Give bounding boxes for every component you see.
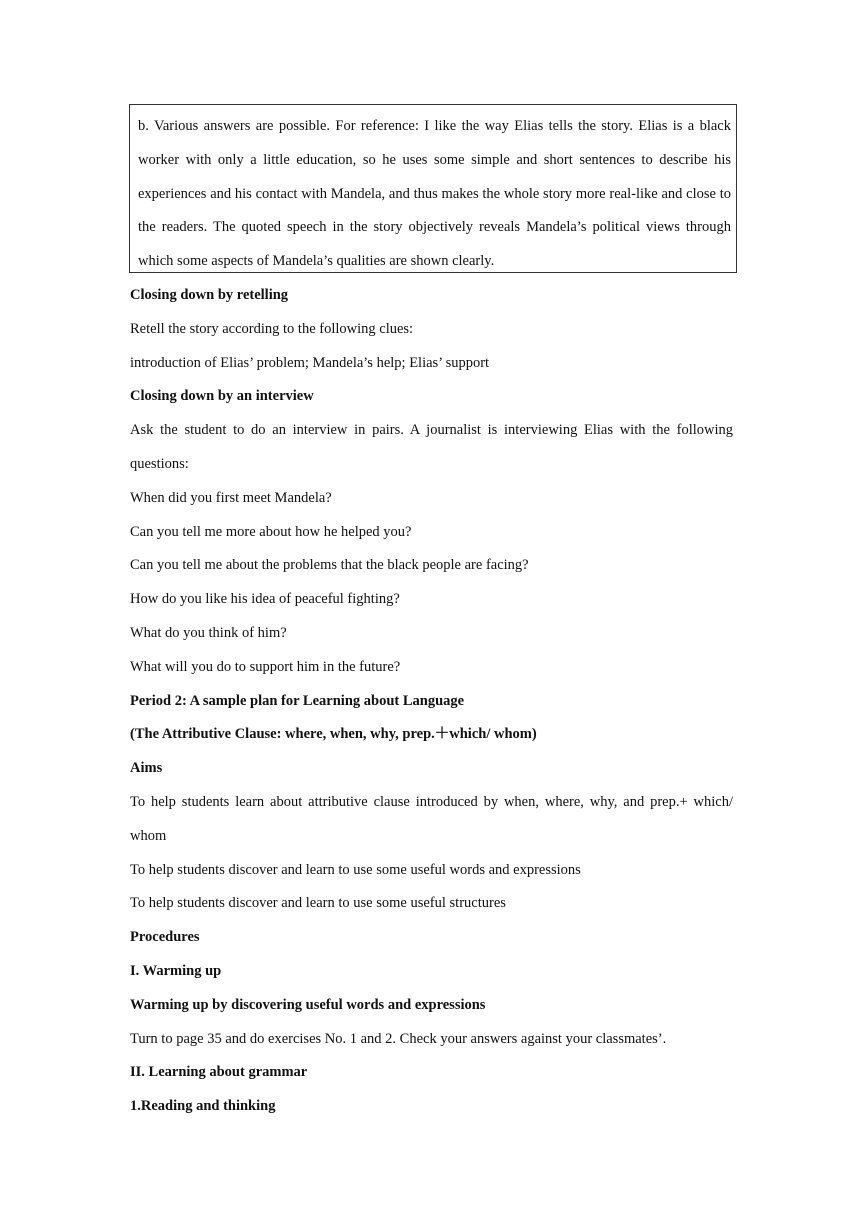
retelling-heading: Closing down by retelling <box>130 287 289 303</box>
warming-sub-heading: Warming up by discovering useful words and expressions <box>130 996 486 1013</box>
warming-text: Turn to page 35 and do exercises No. 1 and 2. Check your answers against your classmates’. <box>130 1030 667 1047</box>
procedures-heading: Procedures <box>130 929 200 946</box>
interview-question: Can you tell me more about how he helped you? <box>130 523 412 540</box>
interview-question: What do you think of him? <box>130 624 287 641</box>
period2-title: Period 2: A sample plan for Learning about Language <box>130 692 465 709</box>
document-body <box>130 279 733 1124</box>
aim-item: To help students discover and learn to use some useful structures <box>130 895 506 912</box>
period2-subtitle: (The Attributive Clause: where, when, why, prep.＋which/ whom) <box>130 726 537 743</box>
interview-heading: Closing down by an interview <box>130 388 314 405</box>
aims-heading: Aims <box>130 760 163 777</box>
interview-question: When did you first meet Mandela? <box>130 489 332 506</box>
answer-text: b. Various answers are possible. For reference: I like the way Elias tells the story. Elias is a black worker with only a little education, so he uses some simple and short sentences to describe his experiences and his contact with Mandela, and thus makes the whole story more real-like and close to the readers. The quoted speech in the story objectively reveals Mandela’s political views through which some aspects of Mandela’s qualities are shown clearly. <box>138 118 731 270</box>
retelling-clues: introduction of Elias’ problem; Mandela’s help; Elias’ support <box>130 354 490 371</box>
interview-instruction: Ask the student to do an interview in pairs. A journalist is interviewing Elias with the following questions: <box>130 422 733 472</box>
interview-question: Can you tell me about the problems that the black people are facing? <box>130 557 529 574</box>
answer-box <box>129 104 737 273</box>
retelling-instruction: Retell the story according to the following clues: <box>130 320 414 337</box>
interview-question: What will you do to support him in the future? <box>130 658 401 675</box>
aim-item: To help students learn about attributive clause introduced by when, where, why, and prep.+ which/ whom <box>130 793 733 844</box>
grammar-heading: II. Learning about grammar <box>130 1064 308 1081</box>
interview-question: How do you like his idea of peaceful fighting? <box>130 591 400 608</box>
reading-heading: 1.Reading and thinking <box>130 1098 276 1115</box>
aim-item: To help students discover and learn to use some useful words and expressions <box>130 861 581 878</box>
warming-heading: I. Warming up <box>130 962 222 979</box>
